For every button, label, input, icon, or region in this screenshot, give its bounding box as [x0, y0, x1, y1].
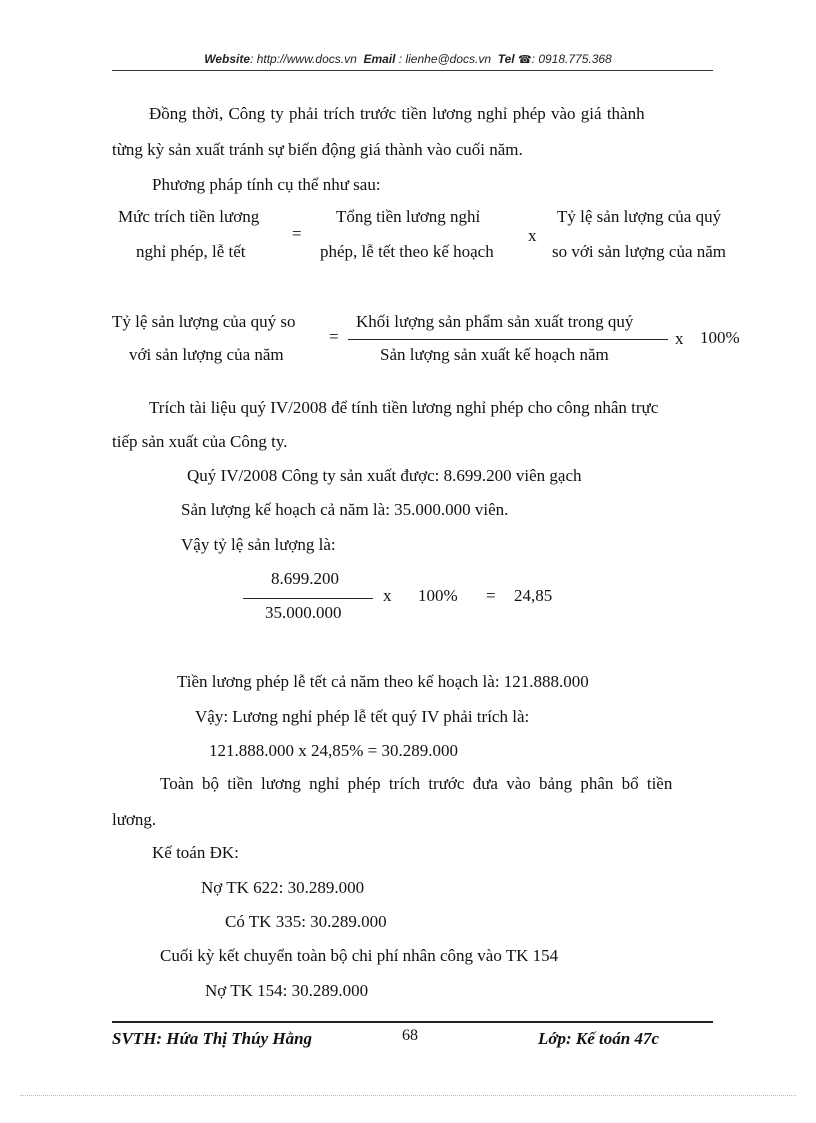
formula2-percent: 100%: [700, 328, 740, 347]
formula2-numerator: Khối lượng sản phẩm sản xuất trong quý: [356, 312, 634, 331]
footer-author: SVTH: Hứa Thị Thúy Hằng: [112, 1029, 313, 1048]
website-label: Website: [204, 52, 251, 66]
formula2-left-line2: với sản lượng của năm: [129, 345, 284, 364]
page-header: [0, 52, 816, 66]
footer-class: Lớp: Kế toán 47c: [538, 1029, 660, 1048]
paragraph-1-line-1: Đồng thời, Công ty phải trích trước tiền lương nghỉ phép vào giá thành: [149, 104, 645, 123]
formula3-times: x: [383, 586, 392, 605]
formula2-times: x: [675, 329, 684, 348]
formula3-fraction-bar: [243, 598, 373, 599]
paragraph-1-line-2: từng kỳ sản xuất tránh sự biến động giá thành vào cuối năm.: [112, 140, 523, 159]
phone-icon: ☎: [517, 53, 532, 66]
footer-rule: [112, 1021, 713, 1023]
formula1-left-line1: Mức trích tiền lương: [118, 207, 260, 226]
formula1-right-line2: so với sản lượng của năm: [552, 242, 727, 261]
production-line: Quý IV/2008 Công ty sản xuất được: 8.699.200 viên gạch: [187, 466, 582, 485]
formula2-left-line1: Tỷ lệ sản lượng của quý so: [112, 312, 296, 331]
paragraph-4-line-1: Toàn bộ tiền lương nghỉ phép trích trước đưa vào bảng phân bổ tiền: [160, 774, 673, 793]
debit-154: Nợ TK 154: 30.289.000: [205, 981, 369, 1000]
accounting-entry-heading: Kế toán ĐK:: [152, 843, 239, 862]
formula2-equals: =: [329, 327, 339, 346]
formula1-middle-line2: phép, lễ tết theo kế hoạch: [320, 242, 494, 261]
paragraph-3-line-2: tiếp sản xuất của Công ty.: [112, 432, 288, 451]
formula3-result: 24,85: [514, 586, 553, 605]
formula3-percent: 100%: [418, 586, 458, 605]
credit-335: Có TK 335: 30.289.000: [225, 912, 387, 931]
annual-leave-wage-line: Tiền lương phép lễ tết cả năm theo kế hoạch là: 121.888.000: [177, 672, 589, 691]
formula1-middle-line1: Tổng tiền lương nghỉ: [336, 207, 481, 226]
accrual-calculation: 121.888.000 x 24,85% = 30.289.000: [209, 741, 458, 760]
tel-value: : 0918.775.368: [531, 52, 612, 66]
formula1-times: x: [528, 226, 537, 245]
formula1-left-line2: nghỉ phép, lễ tết: [136, 242, 246, 261]
quarter-iv-accrual-line: Vậy: Lương nghỉ phép lễ tết quý IV phải trích là:: [195, 707, 530, 726]
debit-622: Nợ TK 622: 30.289.000: [201, 878, 365, 897]
paragraph-3-line-1: Trích tài liệu quý IV/2008 để tính tiền lương nghỉ phép cho công nhân trực: [149, 398, 659, 417]
plan-output-line: Sản lượng kế hoạch cả năm là: 35.000.000 viên.: [181, 500, 509, 519]
ratio-heading: Vậy tỷ lệ sản lượng là:: [181, 535, 336, 554]
email-value: : lienhe@docs.vn: [398, 52, 492, 66]
formula3-denominator: 35.000.000: [265, 603, 342, 622]
formula3-equals: =: [486, 586, 496, 605]
paragraph-4-line-2: lương.: [112, 810, 157, 829]
tel-label: Tel: [497, 52, 515, 66]
formula2-fraction-bar: [348, 339, 668, 340]
formula3-numerator: 8.699.200: [271, 569, 339, 588]
formula1-equals: =: [292, 224, 302, 243]
website-value: : http://www.docs.vn: [250, 52, 357, 66]
page-number: 68: [402, 1027, 418, 1044]
email-label: Email: [363, 52, 396, 66]
header-rule: [112, 70, 713, 71]
formula2-denominator: Sản lượng sản xuất kế hoạch năm: [380, 345, 609, 364]
page-edge-divider: [20, 1095, 796, 1096]
formula1-right-line1: Tỷ lệ sản lượng của quý: [557, 207, 722, 226]
closing-transfer-line: Cuối kỳ kết chuyển toàn bộ chi phí nhân công vào TK 154: [160, 946, 559, 965]
paragraph-2: Phương pháp tính cụ thể như sau:: [152, 175, 381, 194]
